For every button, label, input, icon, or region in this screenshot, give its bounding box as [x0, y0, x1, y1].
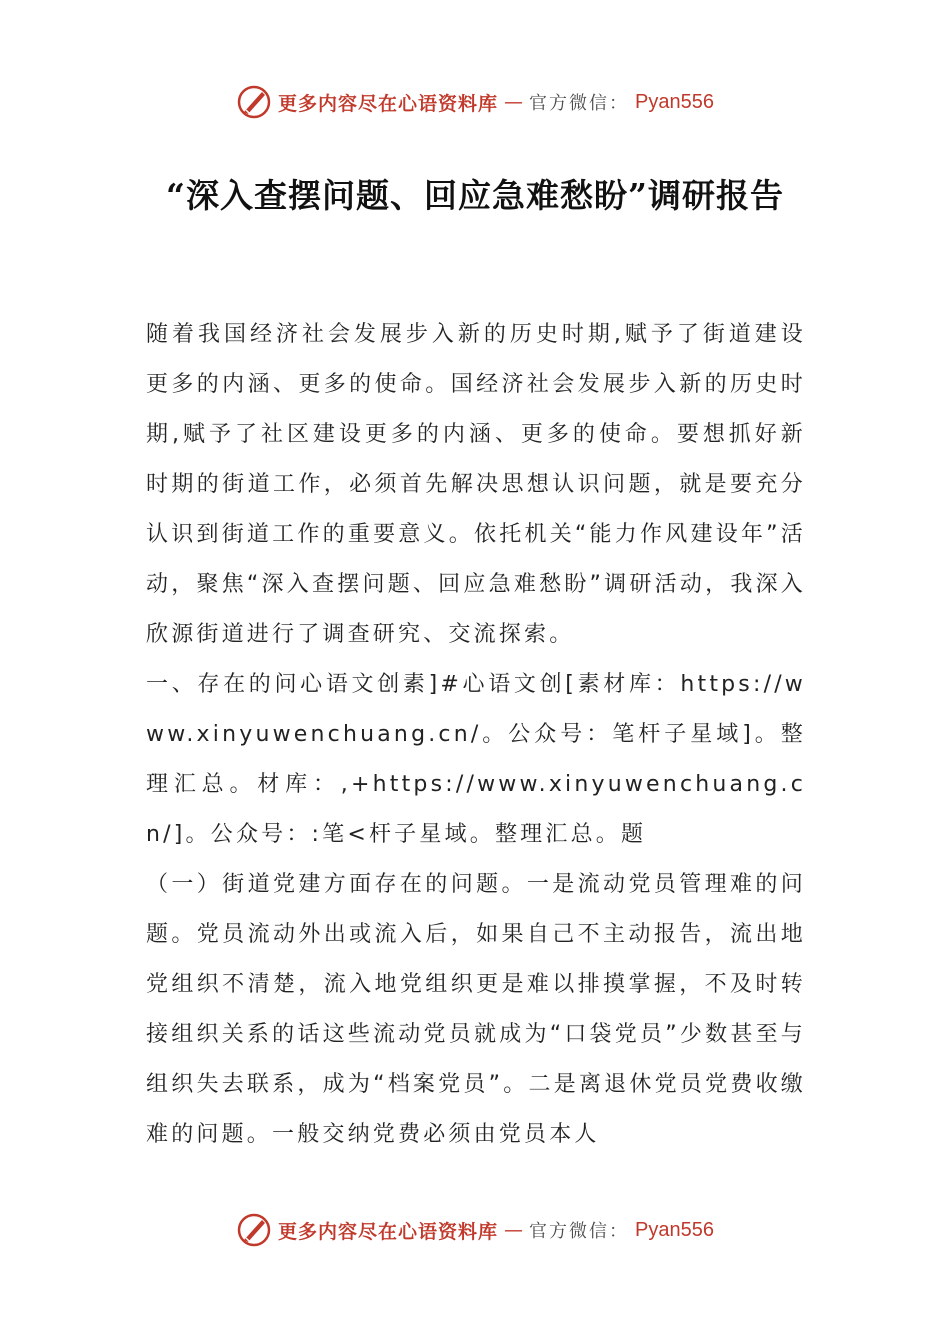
body-paragraph-intro: 随着我国经济社会发展步入新的历史时期,赋予了街道建设更多的内涵、更多的使命。国经济社会发展步入新的历史时期,赋予了社区建设更多的内涵、更多的使命。要想抓好新时期的街道工作，必须首先解决思想认识问题，就是要充分认识到街道工作的重要意义。依托机关“能力作风建设年”活动，聚焦“深入查摆问题、回应急难愁盼”调研活动，我深入欣源街道进行了调查研究、交流探索。 [146, 322, 806, 647]
body-paragraph-section-heading: 一、存在的问心语文创素]#心语文创[素材库：https://www.xinyuwenchuang.cn/。公众号：笔杆子星域]。整理汇总。材库：,+https://www.xinyuwenchuang.cn/]。公众号：:笔<杆子星域。整理汇总。题 [146, 672, 806, 847]
quill-logo-icon [236, 84, 272, 120]
header-banner [0, 82, 950, 122]
footer-banner [0, 1210, 950, 1250]
document-body [146, 310, 806, 1160]
header-separator: — [504, 91, 524, 113]
header-wechat-id: Pyan556 [635, 90, 714, 113]
footer-wechat-id: Pyan556 [635, 1218, 714, 1241]
header-wechat-label: 官方微信： [529, 93, 630, 114]
header-brand-text: 更多内容尽在心语资料库 [278, 92, 499, 115]
footer-wechat-label: 官方微信： [529, 1221, 630, 1242]
quill-logo-icon [236, 1212, 272, 1248]
document-title: “深入查摆问题、回应急难愁盼”调研报告 [166, 176, 784, 215]
body-paragraph-party-issues: （一）街道党建方面存在的问题。一是流动党员管理难的问题。党员流动外出或流入后，如果自己不主动报告，流出地党组织不清楚，流入地党组织更是难以排摸掌握，不及时转接组织关系的话这些流动党员就成为“口袋党员”少数甚至与组织失去联系，成为“档案党员”。二是离退休党员党费收缴难的问题。一般交纳党费必须由党员本人 [146, 872, 806, 1147]
footer-separator: — [504, 1219, 524, 1241]
footer-brand-text: 更多内容尽在心语资料库 [278, 1220, 499, 1243]
